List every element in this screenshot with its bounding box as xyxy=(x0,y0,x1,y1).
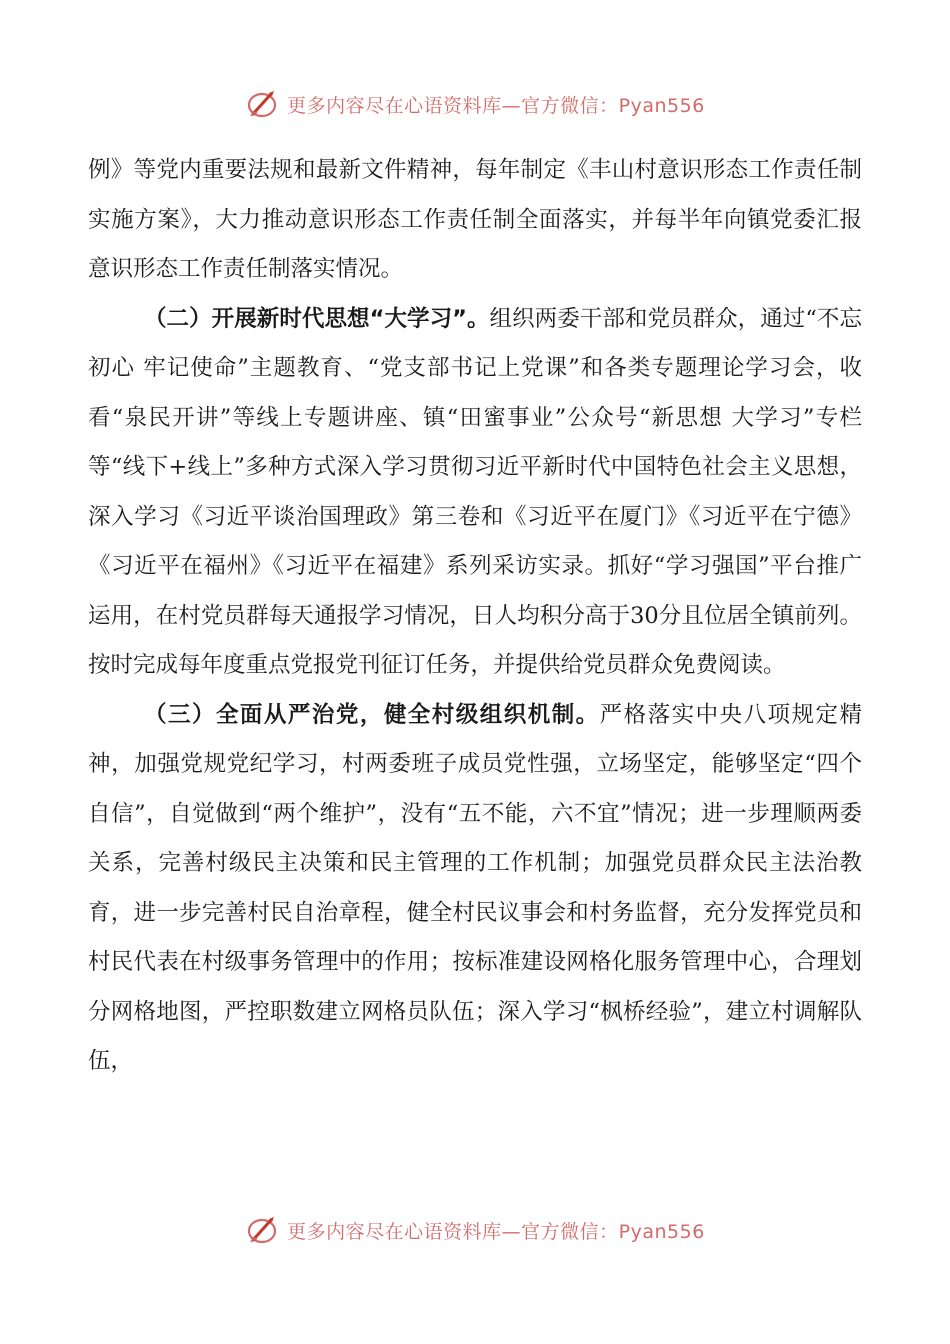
watermark-text: 更多内容尽在心语资料库—官方微信：Pyan556 xyxy=(287,94,705,117)
pen-in-circle-icon xyxy=(245,1213,279,1247)
document-body xyxy=(88,146,862,1087)
footer-watermark xyxy=(0,1210,950,1250)
paragraph-continued xyxy=(88,146,862,295)
paragraph-body: 例》等党内重要法规和最新文件精神，每年制定《丰山村意识形态工作责任制实施方案》，大力推动意识形态工作责任制全面落实，并每半年向镇党委汇报意识形态工作责任制落实情况。 xyxy=(88,157,862,282)
paragraph-body: 严格落实中央八项规定精神，加强党规党纪学习，村两委班子成员党性强，立场坚定，能够坚定“四个自信”，自觉做到“两个维护”，没有“五不能，六不宜”情况；进一步理顺两委关系，完善村级民主决策和民主管理的工作机制；加强党员群众民主法治教育，进一步完善村民自治章程，健全村民议事会和村务监督，充分发挥党员和村民代表在村级事务管理中的作用；按标准建设网格化服务管理中心，合理划分网格地图，严控职数建立网格员队伍；深入学习“枫桥经验”，建立村调解队伍， xyxy=(88,701,862,1074)
section-heading: （三）全面从严治党，健全村级组织机制。 xyxy=(144,701,600,728)
pen-in-circle-icon xyxy=(245,87,279,121)
section-heading: （二）开展新时代思想“大学习”。 xyxy=(144,305,490,332)
header-watermark xyxy=(0,84,950,124)
paragraph-body: 组织两委干部和党员群众，通过“不忘初心 牢记使命”主题教育、“党支部书记上党课”和各类专题理论学习会，收看“泉民开讲”等线上专题讲座、镇“田蜜事业”公众号“新思想 大学习”专栏等“线下+线上”多种方式深入学习贯彻习近平新时代中国特色社会主义思想，深入学习《习近平谈治国理政》第三卷和《习近平在厦门》《习近平在宁德》《习近平在福州》《习近平在福建》系列采访实录。抓好“学习强国”平台推广运用，在村党员群每天通报学习情况，日人均积分高于30分且位居全镇前列。按时完成每年度重点党报党刊征订任务，并提供给党员群众免费阅读。 xyxy=(88,305,862,678)
watermark-text: 更多内容尽在心语资料库—官方微信：Pyan556 xyxy=(287,1220,705,1243)
paragraph-section-2 xyxy=(88,295,862,691)
paragraph-section-3 xyxy=(88,691,862,1087)
